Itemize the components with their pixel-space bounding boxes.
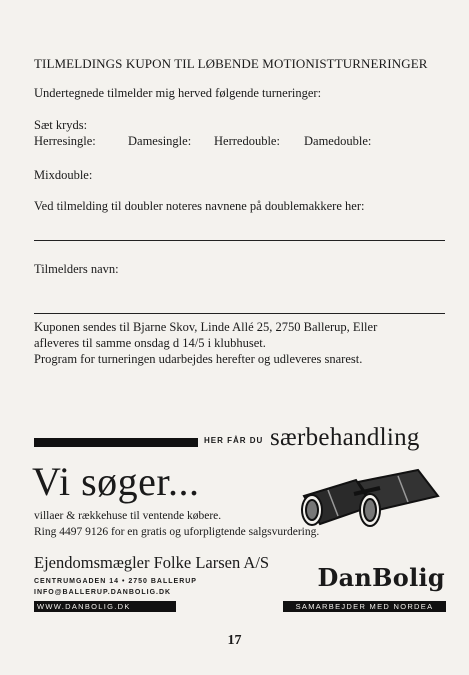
option-herredouble: Herredouble: bbox=[214, 134, 280, 148]
page-number: 17 bbox=[227, 633, 242, 648]
mark-label: Sæt kryds: bbox=[34, 118, 88, 132]
ad-line-2: Ring 4497 9126 for en gratis og uforpligtende salgsvurdering. bbox=[34, 526, 320, 538]
agent-email: INFO@BALLERUP.DANBOLIG.DK bbox=[34, 589, 172, 596]
ad-bar bbox=[34, 438, 198, 447]
option-mixdouble: Mixdouble: bbox=[34, 168, 93, 182]
send-line-1: Kuponen sendes til Bjarne Skov, Linde Allé 25, 2750 Ballerup, Eller bbox=[34, 320, 378, 334]
ad-kicker: HER FÅR DU bbox=[204, 436, 264, 445]
ad-headline: Vi søger... bbox=[32, 459, 200, 504]
coupon-intro: Undertegnede tilmelder mig herved følgende turneringer: bbox=[34, 86, 322, 100]
send-line-2: afleveres til samme onsdag d 14/5 i klubhuset. bbox=[34, 336, 266, 350]
brand-logo: DanBolig bbox=[317, 563, 445, 592]
partner-note: Ved tilmelding til doubler noteres navnene på doublemakkere her: bbox=[34, 199, 365, 213]
agent-address: CENTRUMGADEN 14 • 2750 BALLERUP bbox=[34, 578, 197, 585]
option-damesingle: Damesingle: bbox=[128, 134, 192, 148]
ad-line-1: villaer & rækkehuse til ventende købere. bbox=[34, 510, 222, 522]
coupon-title: TILMELDINGS KUPON TIL LØBENDE MOTIONISTTURNERINGER bbox=[34, 56, 428, 71]
partner-write-line bbox=[34, 240, 445, 241]
ad-kicker-big: særbehandling bbox=[270, 424, 420, 451]
agent-name: Ejendomsmægler Folke Larsen A/S bbox=[34, 553, 270, 572]
option-herresingle: Herresingle: bbox=[34, 134, 96, 148]
send-line-3: Program for turneringen udarbejdes herefter og udleveres snarest. bbox=[34, 352, 363, 366]
website-strip: WWW.DANBOLIG.DK bbox=[34, 601, 176, 612]
partner-strip: SAMARBEJDER MED NORDEA bbox=[283, 601, 446, 612]
name-label: Tilmelders navn: bbox=[34, 262, 119, 276]
option-damedouble: Damedouble: bbox=[304, 134, 372, 148]
binoculars-icon bbox=[298, 466, 444, 536]
name-write-line bbox=[34, 313, 445, 314]
